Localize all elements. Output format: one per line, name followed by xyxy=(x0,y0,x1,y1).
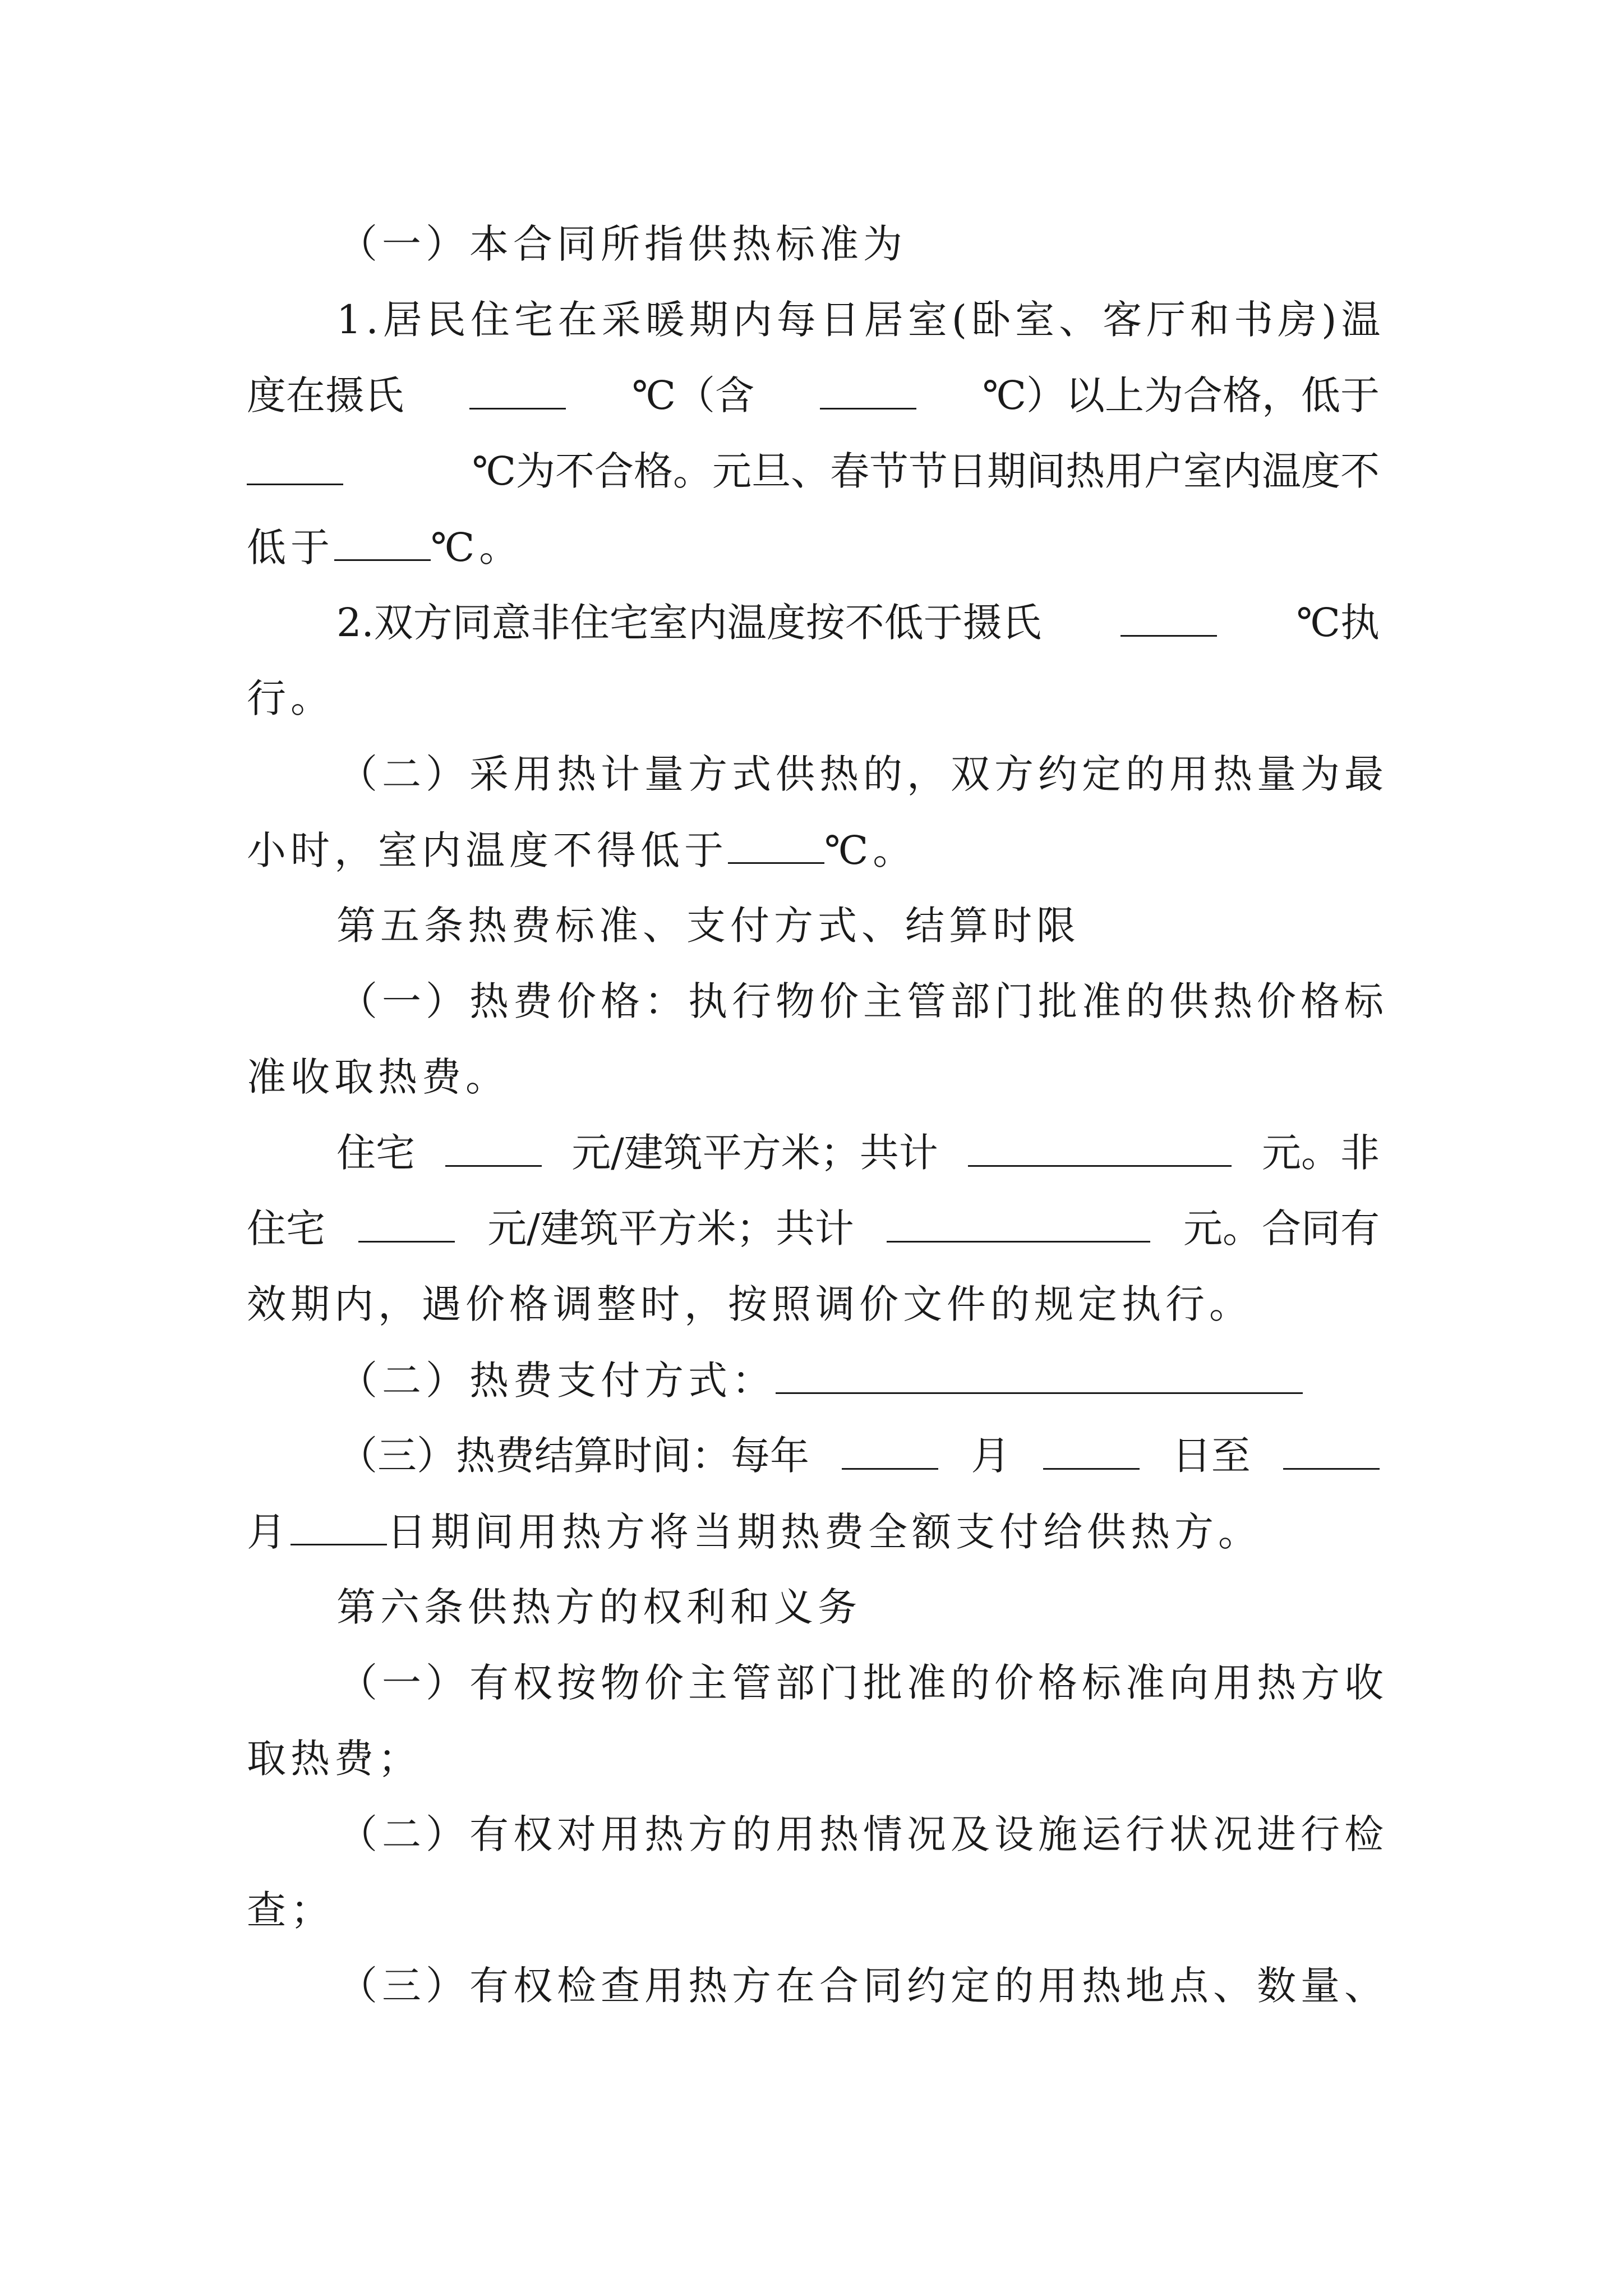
clause-right-check-location xyxy=(338,1963,1388,2008)
text-segment: 月 xyxy=(247,1509,291,1555)
text-segment: 元/建筑平方米；共计 xyxy=(487,1205,854,1251)
fill-blank-nonresidential-total[interactable] xyxy=(887,1206,1150,1243)
text-line-settlement-end xyxy=(247,1509,1262,1554)
text-line-holiday-temp xyxy=(247,524,523,569)
text-line xyxy=(247,1736,422,1781)
text-segment: ℃）以上为合格，低于 xyxy=(982,372,1380,418)
clause-settlement-time xyxy=(338,1433,1380,1478)
clause-right-inspect xyxy=(338,1812,1388,1857)
fill-blank-included-temp[interactable] xyxy=(820,373,916,409)
text-line: （一）本合同所指供热标准为 xyxy=(338,221,907,267)
clause-residential-temp xyxy=(336,297,1385,342)
text-line: 效期内，遇价格调整时，按照调价文件的规定执行。 xyxy=(247,1281,1253,1327)
text-segment: ℃为不合格。元旦、春节节日期间热用户室内温度不 xyxy=(472,448,1380,494)
text-segment: ℃（含 xyxy=(631,372,754,418)
text-line: （一）热费价格：执行物价主管部门批准的供热价格标 xyxy=(338,978,1388,1024)
text-segment: 小时，室内温度不得低于 xyxy=(247,827,728,873)
text-segment: ℃执 xyxy=(1296,600,1380,646)
text-segment: 日至 xyxy=(1172,1433,1251,1479)
article-six-heading xyxy=(336,1585,861,1630)
text-line: 行。 xyxy=(247,675,334,721)
text-line xyxy=(247,676,334,721)
text-line: （三）有权检查用热方在合同约定的用热地点、数量、 xyxy=(338,1963,1388,2009)
text-line-temp-blanks xyxy=(247,373,1380,418)
clause-nonresidential-temp xyxy=(336,600,1380,645)
fill-blank-end-day[interactable] xyxy=(291,1509,387,1545)
text-line xyxy=(247,1888,334,1932)
fill-blank-nonresidential-unit-price[interactable] xyxy=(358,1206,455,1243)
clause-payment-method xyxy=(338,1358,1303,1402)
text-segment: ℃。 xyxy=(431,524,523,570)
fill-blank-start-month[interactable] xyxy=(842,1433,938,1470)
clause-right-charge xyxy=(338,1660,1388,1705)
fill-blank-metering-temp[interactable] xyxy=(728,827,824,864)
text-line: 第六条供热方的权利和义务 xyxy=(336,1584,861,1630)
text-segment: 元。非 xyxy=(1261,1130,1380,1176)
text-line xyxy=(247,1055,509,1099)
fill-blank-nonresidential-temp[interactable] xyxy=(1121,600,1217,637)
text-segment: 2.双方同意非住宅室内温度按不低于摄氏 xyxy=(336,600,1041,646)
text-line: 查； xyxy=(247,1887,334,1933)
fill-blank-min-temp[interactable] xyxy=(469,373,566,409)
text-segment: 日期间用热方将当期热费全额支付给供热方。 xyxy=(387,1509,1262,1555)
article-five-heading xyxy=(336,903,1080,948)
text-segment: 元/建筑平方米；共计 xyxy=(571,1130,938,1176)
text-segment: 住宅 xyxy=(247,1205,325,1251)
text-segment: 低于 xyxy=(247,524,334,570)
text-line: （二）采用热计量方式供热的，双方约定的用热量为最 xyxy=(338,751,1388,797)
fill-blank-residential-unit-price[interactable] xyxy=(445,1130,542,1167)
text-line-nonresidential-price xyxy=(247,1206,1380,1251)
text-segment: ℃。 xyxy=(824,827,917,873)
text-segment: 月 xyxy=(971,1433,1011,1479)
fill-blank-holiday-temp[interactable] xyxy=(334,524,431,561)
text-line: （二）有权对用热方的用热情况及设施运行状况进行检 xyxy=(338,1811,1388,1857)
text-line: 取热费； xyxy=(247,1736,422,1782)
clause-metering xyxy=(338,752,1388,797)
text-line: （一）有权按物价主管部门批准的价格标准向用热方收 xyxy=(338,1660,1388,1706)
clause-heating-standard xyxy=(338,222,907,266)
fill-blank-residential-total[interactable] xyxy=(968,1130,1232,1167)
fill-blank-end-month[interactable] xyxy=(1283,1433,1380,1470)
text-segment: 度在摄氏 xyxy=(247,372,404,418)
text-segment: （二）热费支付方式： xyxy=(338,1358,776,1404)
text-segment: 元。合同有 xyxy=(1183,1205,1380,1251)
text-line-residential-price xyxy=(336,1130,1380,1175)
fill-blank-start-day[interactable] xyxy=(1043,1433,1140,1470)
fill-blank-unqualified-temp[interactable] xyxy=(247,449,343,485)
fill-blank-payment-method[interactable] xyxy=(776,1358,1303,1394)
text-line-unqualified xyxy=(247,449,1380,494)
text-line xyxy=(247,1282,1253,1327)
text-line: 准收取热费。 xyxy=(247,1054,509,1100)
text-line: 1.居民住宅在采暖期内每日居室(卧室、客厅和书房)温 xyxy=(336,297,1385,343)
text-segment: （三）热费结算时间：每年 xyxy=(338,1433,809,1479)
text-line: 第五条热费标准、支付方式、结算时限 xyxy=(336,903,1080,949)
text-segment: 住宅 xyxy=(336,1130,415,1176)
text-line-metering-temp xyxy=(247,827,916,872)
clause-heating-price xyxy=(338,979,1388,1024)
